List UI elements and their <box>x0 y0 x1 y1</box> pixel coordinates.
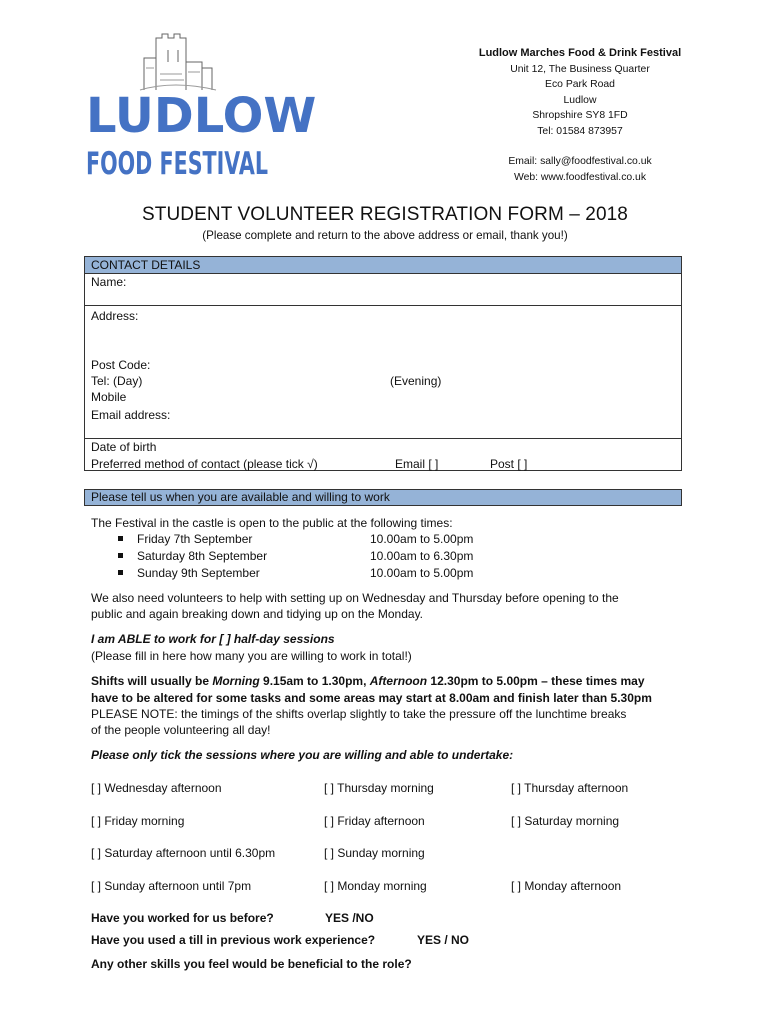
logo-word-food-festival: FOOD FESTIVAL <box>86 146 268 182</box>
festival-logo <box>84 28 317 182</box>
session-friday-morning[interactable]: [ ] Friday morning <box>91 814 185 828</box>
tel-evening-label: (Evening) <box>390 374 442 388</box>
postcode-label: Post Code: <box>91 358 151 372</box>
contact-post-checkbox[interactable]: Post [ ] <box>490 457 528 471</box>
opening-time-friday: 10.00am to 5.00pm <box>370 532 474 546</box>
address-line: Eco Park Road <box>545 79 615 90</box>
opening-day-saturday: Saturday 8th September <box>118 548 267 565</box>
preferred-contact-label: Preferred method of contact (please tick √) <box>91 457 318 471</box>
session-thursday-afternoon[interactable]: [ ] Thursday afternoon <box>511 781 629 795</box>
opening-day-sunday: Sunday 9th September <box>118 565 260 582</box>
shifts-text-2: have to be altered for some tasks and some areas may start at 8.00am and finish later than 5.30pm <box>91 691 652 705</box>
session-saturday-morning[interactable]: [ ] Saturday morning <box>511 814 620 828</box>
square-bullet-icon <box>118 536 123 541</box>
opening-time-sunday: 10.00am to 5.00pm <box>370 566 474 580</box>
name-label: Name: <box>91 275 127 289</box>
tel-day-label: Tel: (Day) <box>91 374 143 388</box>
form-subtitle: (Please complete and return to the above address or email, thank you!) <box>202 229 568 242</box>
question-other-skills: Any other skills you feel would be beneficial to the role? <box>91 957 412 971</box>
mobile-label: Mobile <box>91 390 127 404</box>
shifts-text-1: Shifts will usually be Morning 9.15am to 1.30pm, Afternoon 12.30pm to 5.00pm – these times may <box>91 674 645 688</box>
square-bullet-icon <box>118 553 123 558</box>
address-block <box>440 46 720 185</box>
answer-till-experience[interactable]: YES / NO <box>417 933 470 947</box>
question-worked-before: Have you worked for us before? <box>91 911 274 925</box>
setup-text-1: We also need volunteers to help with setting up on Wednesday and Thursday before opening to the <box>91 591 619 605</box>
opening-day-friday: Friday 7th September <box>118 531 252 548</box>
organisation-name: Ludlow Marches Food & Drink Festival <box>478 47 682 59</box>
setup-text-2: public and again breaking down and tidying up on the Monday. <box>91 607 424 621</box>
session-wednesday-afternoon[interactable]: [ ] Wednesday afternoon <box>91 781 222 795</box>
opening-intro: The Festival in the castle is open to the public at the following times: <box>91 516 453 530</box>
tick-instruction: Please only tick the sessions where you are willing and able to undertake: <box>91 748 514 762</box>
address-email: Email: sally@foodfestival.co.uk <box>508 156 652 167</box>
session-sunday-afternoon[interactable]: [ ] Sunday afternoon until 7pm <box>91 879 252 893</box>
opening-time-saturday: 10.00am to 6.30pm <box>370 549 474 563</box>
address-line: Shropshire SY8 1FD <box>532 110 628 121</box>
address-phone: Tel: 01584 873957 <box>537 125 623 137</box>
session-thursday-morning[interactable]: [ ] Thursday morning <box>324 781 434 795</box>
address-web: Web: www.foodfestival.co.uk <box>513 171 647 183</box>
session-monday-afternoon[interactable]: [ ] Monday afternoon <box>511 879 622 893</box>
address-label: Address: <box>91 309 139 323</box>
session-saturday-afternoon[interactable]: [ ] Saturday afternoon until 6.30pm <box>91 846 276 860</box>
form-title: STUDENT VOLUNTEER REGISTRATION FORM – 2018 <box>142 204 628 225</box>
address-line: Unit 12, The Business Quarter <box>510 63 650 75</box>
logo-word-ludlow: LUDLOW <box>86 88 317 144</box>
able-sessions-field[interactable]: I am ABLE to work for [ ] half-day sessions <box>91 632 335 646</box>
email-label: Email address: <box>91 408 171 422</box>
question-till-experience: Have you used a till in previous work experience? <box>91 933 376 947</box>
address-line: Ludlow <box>563 94 597 106</box>
note-text-1: PLEASE NOTE: the timings of the shifts overlap slightly to take the pressure off the lunchtime breaks <box>91 707 627 721</box>
contact-details-box <box>84 256 682 471</box>
answer-worked-before[interactable]: YES /NO <box>325 911 374 925</box>
castle-sketch-icon <box>140 34 216 90</box>
note-text-2: of the people volunteering all day! <box>91 723 271 737</box>
contact-email-checkbox[interactable]: Email [ ] <box>395 457 439 471</box>
able-sessions-note: (Please fill in here how many you are willing to work in total!) <box>91 649 412 663</box>
contact-details-title: CONTACT DETAILS <box>91 258 201 272</box>
session-friday-afternoon[interactable]: [ ] Friday afternoon <box>324 814 425 828</box>
square-bullet-icon <box>118 570 123 575</box>
dob-label: Date of birth <box>91 440 157 454</box>
session-monday-morning[interactable]: [ ] Monday morning <box>324 879 427 893</box>
session-sunday-morning[interactable]: [ ] Sunday morning <box>324 846 425 860</box>
availability-title: Please tell us when you are available and willing to work <box>91 490 390 504</box>
